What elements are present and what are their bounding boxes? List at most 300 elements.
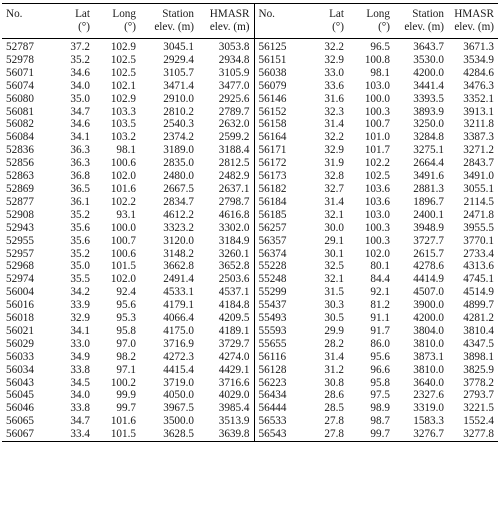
cell-long: 102.0	[364, 247, 390, 260]
cell-long: 102.9	[110, 41, 136, 53]
cell-no: 56033	[6, 350, 34, 363]
cell-long: 95.8	[116, 324, 136, 337]
cell-hmasr-elev: 4284.6	[463, 66, 494, 79]
cell-long: 100.7	[110, 234, 136, 247]
cell-no: 56021	[6, 324, 34, 337]
cell-station-elev: 2327.6	[413, 389, 444, 402]
cell-no: 55655	[254, 338, 306, 351]
cell-long: 95.6	[116, 299, 136, 312]
cell-hmasr-elev: 2798.7	[218, 195, 250, 208]
cell-hmasr-elev: 3302.0	[218, 221, 250, 234]
cell-long: 80.1	[370, 260, 390, 273]
cell-no: 52863	[6, 170, 34, 183]
cell-lat: 32.9	[324, 53, 344, 66]
cell-hmasr-elev: 1552.4	[463, 415, 494, 428]
cell-hmasr-elev: 4029.0	[218, 389, 250, 402]
cell-lat: 34.5	[70, 376, 90, 389]
cell-station-elev: 4278.6	[413, 260, 444, 273]
table-row	[2, 157, 498, 170]
header-line1: Long	[112, 8, 136, 20]
cell-no: 52877	[6, 195, 34, 208]
cell-station-elev: 3323.2	[163, 221, 194, 234]
header-line1: Long	[366, 8, 390, 20]
header-right-no	[254, 4, 306, 39]
cell-hmasr-elev: 3955.5	[463, 221, 494, 234]
cell-station-elev: 4200.0	[413, 66, 444, 79]
cell-station-elev: 3643.7	[413, 41, 444, 53]
cell-station-elev: 2615.7	[413, 247, 444, 260]
header-line2: elev. (m)	[404, 21, 444, 33]
table-row	[2, 118, 498, 131]
cell-station-elev: 3810.0	[413, 337, 444, 350]
cell-long: 102.1	[110, 79, 136, 92]
table-row	[2, 415, 498, 428]
cell-no: 52908	[6, 208, 34, 221]
cell-no: 52943	[6, 221, 34, 234]
cell-no: 56018	[6, 312, 34, 325]
cell-station-elev: 4415.4	[163, 363, 194, 376]
cell-hmasr-elev: 3898.1	[463, 350, 494, 363]
cell-lat: 35.6	[70, 234, 90, 247]
cell-hmasr-elev: 2471.8	[463, 208, 494, 221]
table-row	[2, 170, 498, 183]
cell-no: 56257	[254, 222, 306, 235]
table-row	[2, 39, 498, 54]
cell-no: 56533	[254, 415, 306, 428]
cell-hmasr-elev: 3184.9	[218, 234, 250, 247]
cell-no: 56164	[254, 131, 306, 144]
cell-hmasr-elev: 4514.9	[463, 286, 494, 299]
cell-long: 95.8	[370, 376, 390, 389]
cell-lat: 33.9	[70, 299, 90, 312]
table-row	[2, 54, 498, 67]
cell-lat: 35.0	[70, 92, 90, 105]
cell-hmasr-elev: 2599.2	[218, 131, 250, 144]
cell-long: 99.9	[116, 389, 136, 402]
cell-long: 102.2	[364, 157, 390, 170]
table-row	[2, 325, 498, 338]
cell-station-elev: 4200.0	[413, 312, 444, 325]
cell-long: 97.0	[116, 337, 136, 350]
cell-lat: 32.9	[70, 312, 90, 325]
cell-station-elev: 2910.0	[163, 92, 194, 105]
cell-long: 102.5	[110, 66, 136, 79]
cell-long: 92.4	[116, 286, 136, 299]
cell-hmasr-elev: 2925.6	[218, 92, 250, 105]
cell-lat: 31.4	[324, 118, 344, 131]
cell-station-elev: 4507.0	[413, 286, 444, 299]
cell-long: 102.9	[110, 92, 136, 105]
cell-no: 52974	[6, 273, 34, 286]
cell-station-elev: 3148.2	[163, 247, 194, 260]
cell-hmasr-elev: 3491.0	[463, 170, 494, 183]
cell-no: 55228	[254, 260, 306, 273]
cell-long: 86.0	[370, 337, 390, 350]
cell-long: 91.7	[370, 324, 390, 337]
cell-hmasr-elev: 3671.3	[463, 41, 494, 53]
cell-lat: 36.8	[70, 170, 90, 183]
cell-lat: 28.2	[324, 337, 344, 350]
cell-long: 95.6	[370, 350, 390, 363]
cell-long: 96.5	[370, 41, 390, 53]
cell-station-elev: 4612.2	[163, 208, 194, 221]
cell-no: 56172	[254, 157, 306, 170]
cell-lat: 34.1	[70, 131, 90, 144]
cell-no: 52856	[6, 157, 34, 170]
cell-hmasr-elev: 2934.8	[218, 53, 250, 66]
cell-hmasr-elev: 4281.2	[463, 312, 494, 325]
header-right-station-elev	[394, 4, 448, 39]
cell-lat: 34.6	[70, 66, 90, 79]
cell-no: 56004	[6, 286, 34, 299]
cell-lat: 33.0	[70, 337, 90, 350]
cell-lat: 35.2	[70, 53, 90, 66]
cell-station-elev: 3628.5	[163, 428, 194, 441]
cell-long: 100.8	[364, 53, 390, 66]
cell-long: 100.7	[364, 118, 390, 131]
cell-station-elev: 4533.1	[163, 286, 194, 299]
cell-station-elev: 3530.0	[413, 53, 444, 66]
cell-long: 103.6	[364, 195, 390, 208]
cell-station-elev: 3662.8	[163, 260, 194, 273]
cell-hmasr-elev: 2637.1	[218, 182, 250, 195]
cell-no: 55299	[254, 286, 306, 299]
cell-station-elev: 2881.3	[413, 182, 444, 195]
cell-no: 56043	[6, 376, 34, 389]
header-line1: No.	[6, 8, 23, 20]
cell-hmasr-elev: 3534.9	[463, 53, 494, 66]
cell-station-elev: 3284.8	[413, 131, 444, 144]
cell-no: 56434	[254, 389, 306, 402]
cell-long: 92.1	[370, 286, 390, 299]
cell-hmasr-elev: 4313.6	[463, 260, 494, 273]
table-row	[2, 80, 498, 93]
cell-station-elev: 2810.2	[163, 105, 194, 118]
cell-lat: 33.0	[324, 66, 344, 79]
cell-lat: 34.6	[70, 118, 90, 131]
cell-station-elev: 3719.0	[163, 376, 194, 389]
cell-long: 101.7	[364, 144, 390, 157]
cell-hmasr-elev: 3476.3	[463, 79, 494, 92]
cell-long: 100.3	[364, 105, 390, 118]
cell-hmasr-elev: 4184.8	[218, 299, 250, 312]
cell-long: 102.5	[110, 53, 136, 66]
cell-station-elev: 2929.4	[163, 53, 194, 66]
cell-no: 56074	[6, 79, 34, 92]
cell-station-elev: 4066.4	[163, 312, 194, 325]
cell-lat: 28.6	[324, 389, 344, 402]
table-header	[2, 4, 498, 39]
cell-no: 56171	[254, 144, 306, 157]
cell-no: 56173	[254, 170, 306, 183]
cell-station-elev: 3967.5	[163, 402, 194, 415]
cell-station-elev: 1896.7	[413, 195, 444, 208]
cell-station-elev: 3948.9	[413, 221, 444, 234]
cell-lat: 37.2	[70, 41, 90, 53]
table-row	[2, 402, 498, 415]
cell-long: 98.1	[116, 144, 136, 157]
cell-long: 100.2	[110, 376, 136, 389]
cell-hmasr-elev: 3055.1	[463, 182, 494, 195]
cell-lat: 28.5	[324, 402, 344, 415]
cell-no: 55593	[254, 325, 306, 338]
table-row	[2, 389, 498, 402]
cell-no: 56082	[6, 118, 34, 131]
cell-hmasr-elev: 4745.1	[463, 273, 494, 286]
cell-station-elev: 3727.7	[413, 234, 444, 247]
header-line2: (°)	[378, 21, 390, 33]
cell-long: 98.2	[116, 350, 136, 363]
cell-no: 56065	[6, 415, 34, 428]
cell-lat: 32.1	[324, 273, 344, 286]
cell-no: 56045	[6, 389, 34, 402]
cell-station-elev: 3893.9	[413, 105, 444, 118]
header-line2: elev. (m)	[454, 21, 494, 33]
table-row	[2, 196, 498, 209]
cell-hmasr-elev: 4347.5	[463, 337, 494, 350]
cell-station-elev: 3275.1	[413, 144, 444, 157]
cell-lat: 34.0	[70, 79, 90, 92]
cell-station-elev: 4272.3	[163, 350, 194, 363]
cell-hmasr-elev: 3188.4	[218, 144, 250, 157]
cell-hmasr-elev: 3260.1	[218, 247, 250, 260]
cell-no: 56158	[254, 118, 306, 131]
cell-lat: 32.7	[324, 182, 344, 195]
header-line2: (°)	[332, 21, 344, 33]
cell-no: 55493	[254, 312, 306, 325]
cell-hmasr-elev: 3352.1	[463, 92, 494, 105]
table-row	[2, 183, 498, 196]
header-left-long	[94, 4, 140, 39]
cell-lat: 34.0	[70, 389, 90, 402]
cell-hmasr-elev: 2843.7	[463, 157, 494, 170]
cell-no: 56125	[254, 39, 306, 54]
table-row	[2, 235, 498, 248]
cell-lat: 31.5	[324, 286, 344, 299]
cell-long: 103.2	[110, 131, 136, 144]
cell-lat: 30.1	[324, 247, 344, 260]
cell-no: 52955	[6, 234, 34, 247]
cell-station-elev: 3640.0	[413, 376, 444, 389]
table-row	[2, 273, 498, 286]
header-line1: Station	[162, 8, 194, 20]
cell-station-elev: 4414.9	[413, 273, 444, 286]
cell-station-elev: 2374.2	[163, 131, 194, 144]
table-row	[2, 144, 498, 157]
header-line1: HMASR	[454, 8, 494, 20]
table-row	[2, 260, 498, 273]
cell-lat: 34.1	[70, 324, 90, 337]
cell-long: 102.2	[110, 195, 136, 208]
cell-hmasr-elev: 2482.9	[218, 170, 250, 183]
cell-no: 56185	[254, 209, 306, 222]
cell-station-elev: 1583.3	[413, 415, 444, 428]
cell-station-elev: 2835.0	[163, 157, 194, 170]
cell-no: 56116	[254, 351, 306, 364]
station-elevation-table	[2, 3, 498, 442]
cell-no: 56146	[254, 93, 306, 106]
header-line1: Station	[412, 8, 444, 20]
cell-no: 56128	[254, 364, 306, 377]
cell-no: 56084	[6, 131, 34, 144]
cell-no: 56152	[254, 106, 306, 119]
cell-hmasr-elev: 2632.0	[218, 118, 250, 131]
cell-lat: 32.5	[324, 260, 344, 273]
cell-no: 56067	[6, 428, 34, 441]
cell-no: 56357	[254, 235, 306, 248]
cell-station-elev: 3189.0	[163, 144, 194, 157]
cell-hmasr-elev: 4899.7	[463, 299, 494, 312]
table-row	[2, 248, 498, 261]
cell-lat: 32.2	[324, 131, 344, 144]
cell-no: 56046	[6, 402, 34, 415]
cell-hmasr-elev: 3913.1	[463, 105, 494, 118]
cell-station-elev: 3045.1	[163, 41, 194, 53]
cell-no: 52869	[6, 182, 34, 195]
cell-no: 56079	[254, 80, 306, 93]
cell-station-elev: 3471.4	[163, 79, 194, 92]
table-row	[2, 428, 498, 441]
cell-long: 97.5	[370, 389, 390, 402]
cell-lat: 31.9	[324, 157, 344, 170]
cell-hmasr-elev: 2812.5	[218, 157, 250, 170]
cell-long: 100.0	[364, 92, 390, 105]
cell-no: 52968	[6, 260, 34, 273]
cell-long: 101.0	[364, 131, 390, 144]
cell-hmasr-elev: 3477.0	[218, 79, 250, 92]
header-left-station-elev	[140, 4, 198, 39]
cell-hmasr-elev: 3810.4	[463, 324, 494, 337]
table-row	[2, 312, 498, 325]
cell-hmasr-elev: 3053.8	[218, 41, 250, 53]
cell-long: 98.7	[370, 415, 390, 428]
cell-long: 101.5	[110, 260, 136, 273]
cell-long: 103.5	[110, 118, 136, 131]
cell-hmasr-elev: 3221.5	[463, 402, 494, 415]
cell-lat: 36.3	[70, 144, 90, 157]
cell-lat: 31.2	[324, 363, 344, 376]
cell-lat: 30.5	[324, 312, 344, 325]
cell-lat: 35.5	[70, 273, 90, 286]
cell-lat: 32.8	[324, 170, 344, 183]
cell-station-elev: 3250.0	[413, 118, 444, 131]
cell-hmasr-elev: 3652.8	[218, 260, 250, 273]
cell-lat: 30.8	[324, 376, 344, 389]
cell-hmasr-elev: 3770.1	[463, 234, 494, 247]
cell-hmasr-elev: 3778.2	[463, 376, 494, 389]
cell-lat: 36.3	[70, 157, 90, 170]
cell-station-elev: 3873.1	[413, 350, 444, 363]
cell-long: 103.3	[110, 105, 136, 118]
cell-station-elev: 3319.0	[413, 402, 444, 415]
cell-long: 103.0	[364, 208, 390, 221]
cell-lat: 35.2	[70, 208, 90, 221]
cell-hmasr-elev: 3211.8	[463, 118, 494, 131]
cell-hmasr-elev: 3716.6	[218, 376, 250, 389]
table-row	[2, 377, 498, 390]
cell-long: 100.6	[110, 247, 136, 260]
cell-no: 56071	[6, 66, 34, 79]
cell-hmasr-elev: 2793.7	[463, 389, 494, 402]
cell-station-elev: 2491.4	[163, 273, 194, 286]
cell-hmasr-elev: 4189.1	[218, 324, 250, 337]
cell-station-elev: 3276.7	[413, 428, 444, 441]
header-right-hmasr-elev	[448, 4, 498, 39]
header-left-no	[2, 4, 52, 39]
cell-long: 102.0	[110, 170, 136, 183]
cell-lat: 34.7	[70, 105, 90, 118]
table-row	[2, 351, 498, 364]
table-row	[2, 93, 498, 106]
cell-station-elev: 3393.5	[413, 92, 444, 105]
cell-lat: 31.4	[324, 195, 344, 208]
cell-lat: 33.8	[70, 363, 90, 376]
cell-station-elev: 3500.0	[163, 415, 194, 428]
cell-station-elev: 2480.0	[163, 170, 194, 183]
cell-station-elev: 2664.4	[413, 157, 444, 170]
cell-station-elev: 4179.1	[163, 299, 194, 312]
cell-long: 101.5	[110, 428, 136, 441]
cell-station-elev: 3491.6	[413, 170, 444, 183]
cell-lat: 31.4	[324, 350, 344, 363]
cell-lat: 30.0	[324, 221, 344, 234]
cell-station-elev: 3105.7	[163, 66, 194, 79]
cell-station-elev: 2834.7	[163, 195, 194, 208]
cell-lat: 29.9	[324, 324, 344, 337]
cell-lat: 29.1	[324, 234, 344, 247]
cell-hmasr-elev: 3825.9	[463, 363, 494, 376]
cell-hmasr-elev: 4616.8	[218, 208, 250, 221]
header-left-lat	[52, 4, 94, 39]
cell-lat: 27.8	[324, 428, 344, 441]
cell-no: 56081	[6, 105, 34, 118]
cell-long: 99.7	[116, 402, 136, 415]
cell-lat: 31.6	[324, 92, 344, 105]
cell-hmasr-elev: 3639.8	[218, 428, 250, 441]
cell-long: 101.6	[110, 415, 136, 428]
header-line1: No.	[258, 8, 275, 20]
cell-no: 56182	[254, 183, 306, 196]
cell-no: 55248	[254, 273, 306, 286]
cell-no: 52978	[6, 53, 34, 66]
cell-no: 56374	[254, 248, 306, 261]
cell-hmasr-elev: 3277.8	[463, 428, 494, 441]
cell-long: 101.6	[110, 182, 136, 195]
cell-hmasr-elev: 4209.5	[218, 312, 250, 325]
cell-lat: 33.4	[70, 428, 90, 441]
table-row	[2, 222, 498, 235]
cell-lat: 35.6	[70, 221, 90, 234]
cell-long: 100.0	[110, 221, 136, 234]
header-line1: HMASR	[209, 8, 250, 20]
cell-no: 56029	[6, 337, 34, 350]
cell-lat: 35.2	[70, 247, 90, 260]
cell-station-elev: 3804.0	[413, 324, 444, 337]
cell-station-elev: 3900.0	[413, 299, 444, 312]
cell-lat: 34.9	[70, 350, 90, 363]
header-right-lat	[306, 4, 348, 39]
cell-lat: 36.5	[70, 182, 90, 195]
table-row	[2, 67, 498, 80]
header-line2: (°)	[78, 21, 90, 33]
cell-hmasr-elev: 3387.3	[463, 131, 494, 144]
cell-lat: 33.8	[70, 402, 90, 415]
cell-long: 102.5	[364, 170, 390, 183]
cell-no: 56034	[6, 363, 34, 376]
cell-long: 84.4	[370, 273, 390, 286]
cell-station-elev: 3441.4	[413, 79, 444, 92]
header-line2: elev. (m)	[154, 21, 194, 33]
